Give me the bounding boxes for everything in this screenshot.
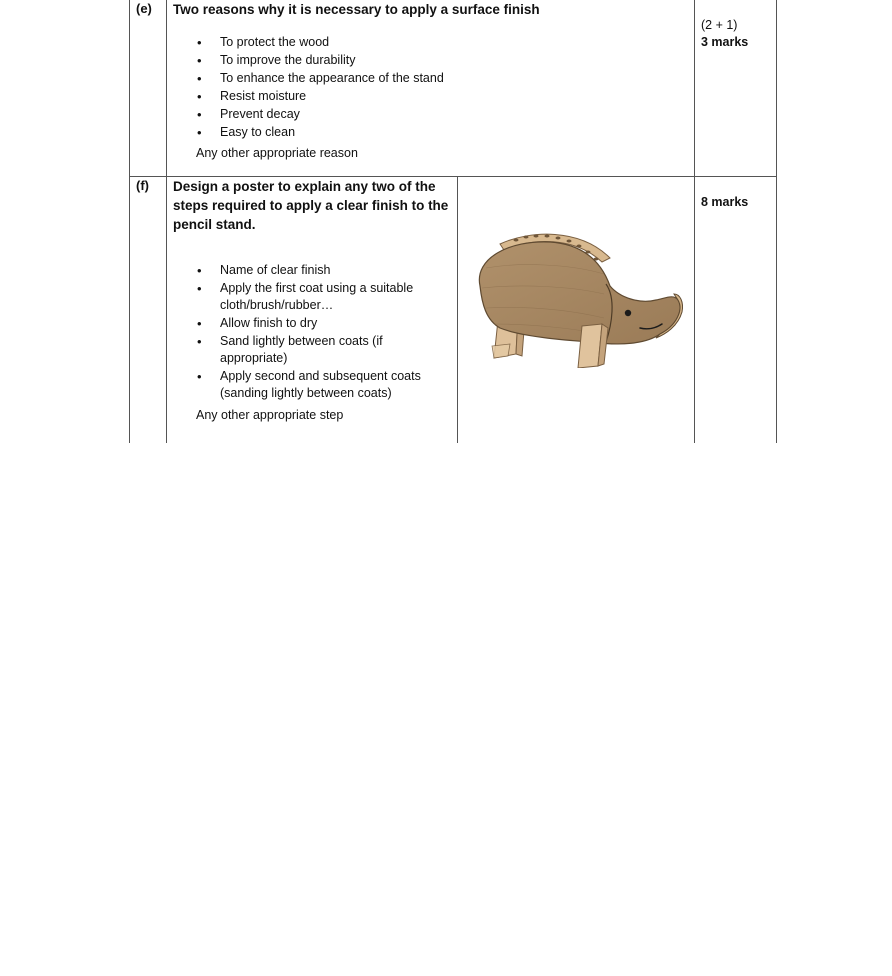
list-item: • To protect the wood	[197, 34, 677, 51]
list-item: • Apply the first coat using a suitable cloth/brush/rubber…	[197, 280, 442, 314]
table-left-border	[129, 0, 130, 443]
table-right-border	[776, 0, 777, 443]
marks-cell	[701, 17, 748, 51]
image-column-divider	[457, 177, 458, 443]
list-item: • Easy to clean	[197, 124, 677, 141]
list-item: • Name of clear finish	[197, 262, 442, 279]
reason-list	[197, 34, 677, 142]
question-heading: Two reasons why it is necessary to apply a surface finish	[173, 2, 540, 17]
question-label: (e)	[136, 1, 152, 16]
question-label: (f)	[136, 178, 149, 193]
list-item: • Allow finish to dry	[197, 315, 442, 332]
other-answer-note: Any other appropriate reason	[196, 146, 358, 160]
step-list	[197, 262, 442, 403]
pencil-stand-illustration	[470, 228, 686, 368]
question-heading: Design a poster to explain any two of the steps required to apply a clear finish to the pencil stand.	[173, 179, 449, 232]
marks-column-divider	[694, 0, 695, 443]
other-answer-note: Any other appropriate step	[196, 408, 344, 422]
list-item: • Sand lightly between coats (if appropriate)	[197, 333, 442, 367]
list-item: • Prevent decay	[197, 106, 677, 123]
list-item: • Resist moisture	[197, 88, 677, 105]
marks-total: 3 marks	[701, 35, 749, 49]
list-item: • Apply second and subsequent coats (sanding lightly between coats)	[197, 368, 442, 402]
label-column-divider	[166, 0, 167, 443]
marks-total: 8 marks	[701, 195, 749, 209]
list-item: • To enhance the appearance of the stand	[197, 70, 677, 87]
list-item: • To improve the durability	[197, 52, 677, 69]
marks-cell	[701, 194, 748, 211]
marks-breakdown: (2 + 1)	[701, 18, 738, 32]
